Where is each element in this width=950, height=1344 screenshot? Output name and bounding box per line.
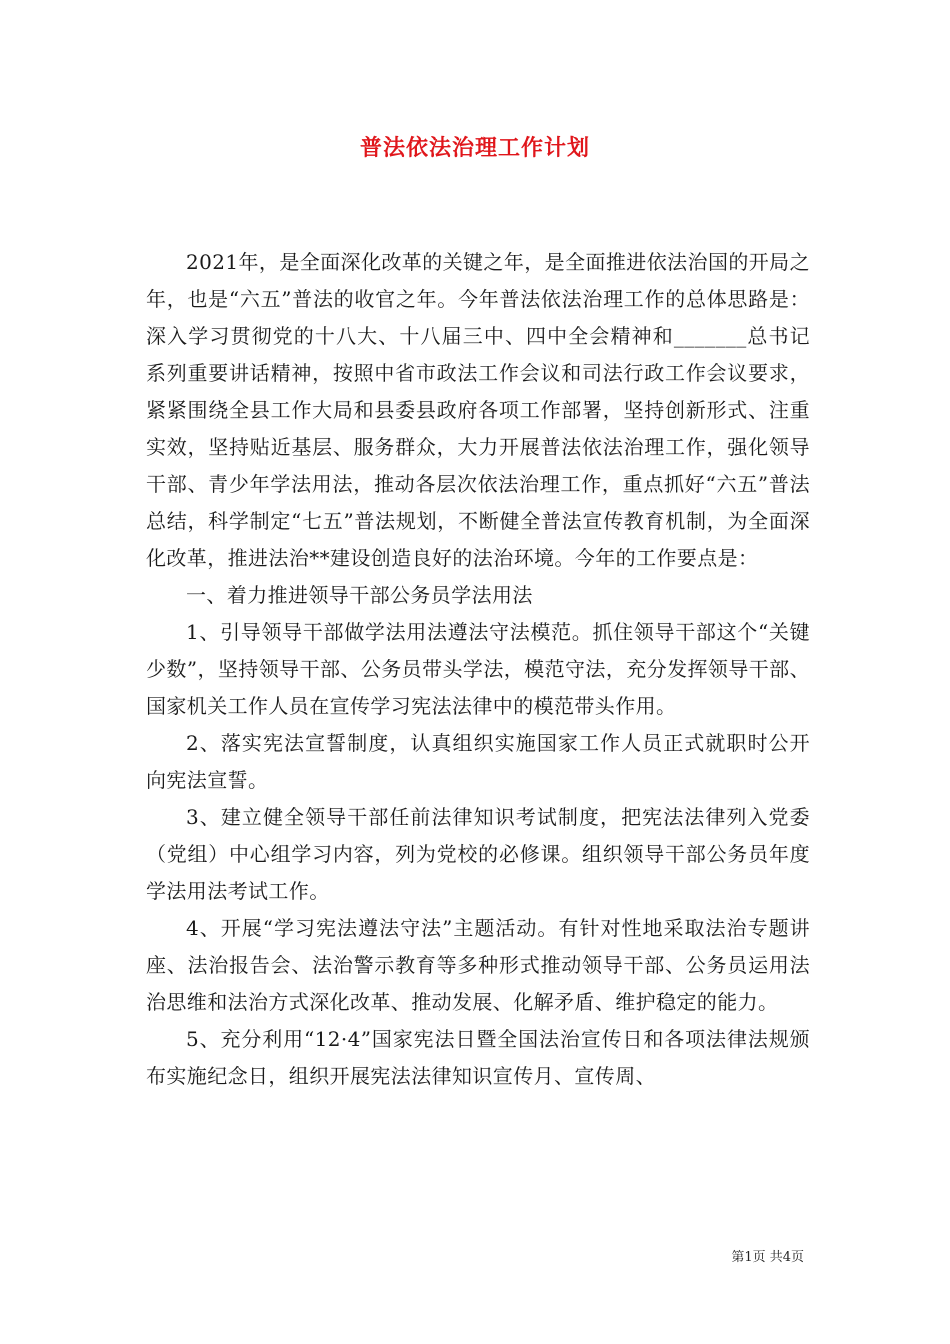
paragraph-item-4: 4、开展“学习宪法遵法守法”主题活动。有针对性地采取法治专题讲座、法治报告会、法治警示教育等多种形式推动领导干部、公务员运用法治思维和法治方式深化改革、推动发展、化解矛盾、维护稳定的能力。: [146, 916, 810, 1014]
page-number: 第1页 共4页: [731, 1250, 804, 1265]
paragraph-item-1: 1、引导领导干部做学法用法遵法守法模范。抓住领导干部这个“关键少数”，坚持领导干部、公务员带头学法，模范守法，充分发挥领导干部、国家机关工作人员在宣传学习宪法法律中的模范带头作用。: [146, 620, 810, 718]
paragraph-item-3: 3、建立健全领导干部任前法律知识考试制度，把宪法法律列入党委（党组）中心组学习内容，列为党校的必修课。组织领导干部公务员年度学法用法考试工作。: [146, 805, 810, 903]
paragraph-item-5: 5、充分利用“12·4”国家宪法日暨全国法治宣传日和各项法律法规颁布实施纪念日，组织开展宪法法律知识宣传月、宣传周、: [146, 1027, 810, 1088]
document-body: [146, 244, 810, 1095]
section-heading: 一、着力推进领导干部公务员学法用法: [186, 583, 533, 607]
paragraph-intro: 2021年，是全面深化改革的关键之年，是全面推进依法治国的开局之年，也是“六五”普法的收官之年。今年普法依法治理工作的总体思路是：深入学习贯彻党的十八大、十八届三中、四中全会精神和_______总书记系列重要讲话精神，按照中省市政法工作会议和司法行政工作会议要求，紧紧围绕全县工作大局和县委县政府各项工作部署，坚持创新形式、注重实效，坚持贴近基层、服务群众，大力开展普法依法治理工作，强化领导干部、青少年学法用法，推动各层次依法治理工作，重点抓好“六五”普法总结，科学制定“七五”普法规划，不断健全普法宣传教育机制，为全面深化改革，推进法治**建设创造良好的法治环境。今年的工作要点是：: [146, 250, 810, 570]
paragraph-item-2: 2、落实宪法宣誓制度，认真组织实施国家工作人员正式就职时公开向宪法宣誓。: [146, 731, 810, 792]
document-title: 普法依法治理工作计划: [359, 135, 590, 161]
